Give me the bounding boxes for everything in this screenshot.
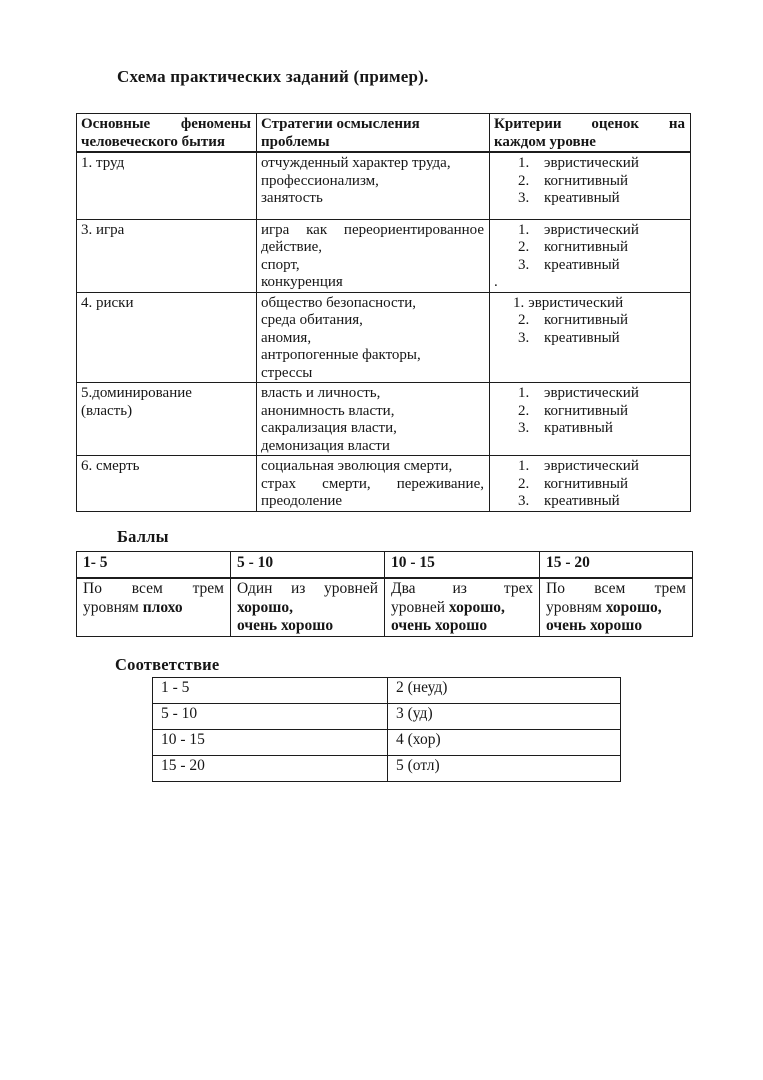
list-number: 1. bbox=[518, 221, 530, 238]
list-number: 2. bbox=[518, 172, 530, 189]
table-row bbox=[77, 456, 691, 512]
bold-text: очень хорошо bbox=[391, 617, 488, 634]
text-line: преодоление bbox=[261, 493, 343, 509]
bold-text: очень хорошо bbox=[237, 617, 334, 634]
list-item: 2. когнитивный bbox=[518, 475, 629, 492]
text-line: профессионализм, bbox=[261, 172, 379, 189]
text-line: среда обитания, bbox=[261, 312, 363, 328]
bold-text: хорошо, bbox=[237, 598, 293, 616]
table-row bbox=[77, 292, 691, 383]
phenomena-table bbox=[76, 113, 691, 512]
text-line bbox=[546, 617, 686, 636]
plain-text: уровням bbox=[83, 598, 143, 616]
list-number: 3. bbox=[518, 256, 530, 273]
text-line: 5.доминирование bbox=[81, 385, 192, 401]
body-cell bbox=[257, 219, 490, 292]
text-line bbox=[391, 617, 533, 636]
mapping-table-body bbox=[153, 678, 621, 782]
header-cell bbox=[257, 114, 490, 153]
text-line: По всем трем bbox=[83, 580, 224, 597]
text-line: занятость bbox=[261, 190, 323, 206]
text-line: социальная эволюция смерти, bbox=[261, 458, 453, 474]
header-row bbox=[77, 552, 693, 579]
list-item: 1. эвристический bbox=[518, 458, 639, 474]
text-line: Критерии оценок на bbox=[494, 116, 685, 132]
mapping-table bbox=[152, 677, 621, 782]
list-number: 1. bbox=[518, 458, 530, 474]
text-line: сакрализация власти, bbox=[261, 420, 397, 436]
grade-cell: 2 (неуд) bbox=[388, 678, 621, 704]
mapping-heading: Соответствие bbox=[115, 655, 220, 674]
header-row bbox=[77, 114, 691, 153]
list-item: 2. когнитивный bbox=[518, 172, 629, 189]
body-cell bbox=[257, 456, 490, 512]
text-line: спорт, bbox=[261, 256, 300, 273]
body-cell bbox=[77, 292, 257, 383]
table-row bbox=[153, 678, 621, 704]
list-number: 3. bbox=[518, 420, 530, 436]
score-range-header: 15 - 20 bbox=[540, 552, 693, 579]
table-row bbox=[153, 704, 621, 730]
list-number: 3. bbox=[518, 329, 530, 346]
grade-cell: 4 (хор) bbox=[388, 730, 621, 756]
bold-text: хорошо, bbox=[448, 598, 505, 616]
score-description-cell bbox=[77, 578, 231, 636]
list-number: 2. bbox=[518, 402, 530, 419]
text-line: (власть) bbox=[81, 402, 133, 419]
text-line: стрессы bbox=[261, 364, 313, 381]
text-line: конкуренция bbox=[261, 274, 343, 290]
score-range-cell: 1 - 5 bbox=[153, 678, 388, 704]
list-item: 2. когнитивный bbox=[518, 312, 629, 328]
text-line: демонизация власти bbox=[261, 437, 390, 454]
text-line: Стратегии осмысления bbox=[261, 116, 420, 132]
table-row bbox=[77, 578, 693, 636]
page-title: Схема практических заданий (пример). bbox=[117, 67, 429, 86]
body-cell bbox=[490, 292, 691, 383]
table-row bbox=[77, 152, 691, 219]
score-range-header: 1- 5 bbox=[77, 552, 231, 579]
text-line: каждом уровне bbox=[494, 133, 596, 150]
plain-text: уровням bbox=[546, 598, 606, 616]
text-line bbox=[546, 599, 686, 618]
text-line: общество безопасности, bbox=[261, 294, 417, 311]
table-row bbox=[153, 756, 621, 782]
grade-cell: 3 (уд) bbox=[388, 704, 621, 730]
bold-text: очень хорошо bbox=[546, 617, 643, 634]
score-range-header: 5 - 10 bbox=[231, 552, 385, 579]
body-cell bbox=[257, 292, 490, 383]
text-line: 1. труд bbox=[81, 155, 125, 171]
text-line: Два из трех bbox=[391, 580, 533, 597]
table-row bbox=[77, 219, 691, 292]
text-line bbox=[237, 599, 378, 618]
body-cell bbox=[257, 383, 490, 456]
body-cell bbox=[490, 219, 691, 292]
text-line: антропогенные факторы, bbox=[261, 347, 421, 363]
text-line: По всем трем bbox=[546, 580, 686, 597]
list-item: 3. креативный bbox=[518, 256, 620, 273]
table-row bbox=[153, 730, 621, 756]
list-number: 1. bbox=[518, 155, 530, 171]
scores-table-body bbox=[77, 552, 693, 637]
score-range-cell: 10 - 15 bbox=[153, 730, 388, 756]
text-line: отчужденный характер труда, bbox=[261, 155, 451, 171]
list-number: 3. bbox=[518, 190, 530, 206]
header-cell bbox=[490, 114, 691, 153]
table-row bbox=[77, 383, 691, 456]
scores-table bbox=[76, 551, 693, 637]
list-item: 1. эвристический bbox=[518, 385, 639, 401]
header-cell bbox=[77, 114, 257, 153]
body-cell bbox=[490, 456, 691, 512]
list-item: 1. эвристический bbox=[513, 294, 624, 311]
list-item: 1. эвристический bbox=[518, 221, 639, 238]
text-line: человеческого бытия bbox=[81, 133, 225, 150]
body-cell bbox=[490, 152, 691, 219]
list-number: 2. bbox=[518, 475, 530, 492]
list-item: 2. когнитивный bbox=[518, 402, 629, 419]
phenomena-table-body bbox=[77, 114, 691, 512]
body-cell bbox=[77, 383, 257, 456]
score-description-cell bbox=[385, 578, 540, 636]
text-line: аномия, bbox=[261, 329, 312, 346]
score-range-header: 10 - 15 bbox=[385, 552, 540, 579]
list-item: 3. кративный bbox=[518, 420, 613, 436]
list-number: 3. bbox=[518, 493, 530, 509]
list-item: 3. креативный bbox=[518, 190, 620, 206]
bold-text: плохо bbox=[142, 598, 183, 616]
text-line: проблемы bbox=[261, 133, 330, 150]
bold-text: хорошо, bbox=[605, 598, 662, 616]
body-cell bbox=[490, 383, 691, 456]
list-item: 1. эвристический bbox=[518, 155, 639, 171]
list-number: 1. bbox=[513, 294, 525, 311]
grade-cell: 5 (отл) bbox=[388, 756, 621, 782]
scores-heading: Баллы bbox=[117, 527, 169, 546]
score-description-cell bbox=[231, 578, 385, 636]
list-number: 2. bbox=[518, 239, 530, 255]
text-line: действие, bbox=[261, 239, 323, 255]
score-description-cell bbox=[540, 578, 693, 636]
text-line: игра как переориентированное bbox=[261, 221, 484, 238]
text-line bbox=[83, 599, 224, 618]
text-line bbox=[237, 617, 378, 636]
text-line: Основные феномены bbox=[81, 116, 251, 132]
list-item: 3. креативный bbox=[518, 329, 620, 346]
text-line: власть и личность, bbox=[261, 385, 381, 401]
text-line: 6. смерть bbox=[81, 458, 140, 474]
body-cell bbox=[77, 456, 257, 512]
text-line: страх смерти, переживание, bbox=[261, 475, 484, 492]
text-line: 3. игра bbox=[81, 221, 125, 238]
list-item: 3. креативный bbox=[518, 493, 620, 509]
score-range-cell: 15 - 20 bbox=[153, 756, 388, 782]
plain-text: уровней bbox=[391, 598, 449, 616]
text-line: 4. риски bbox=[81, 294, 134, 311]
body-cell bbox=[257, 152, 490, 219]
text-line: . bbox=[494, 274, 498, 290]
score-range-cell: 5 - 10 bbox=[153, 704, 388, 730]
list-item: 2. когнитивный bbox=[518, 239, 629, 255]
body-cell bbox=[77, 219, 257, 292]
text-line: Один из уровней bbox=[237, 580, 378, 597]
text-line: анонимность власти, bbox=[261, 402, 395, 419]
text-line bbox=[391, 599, 533, 618]
list-number: 2. bbox=[518, 312, 530, 328]
body-cell bbox=[77, 152, 257, 219]
list-number: 1. bbox=[518, 385, 530, 401]
